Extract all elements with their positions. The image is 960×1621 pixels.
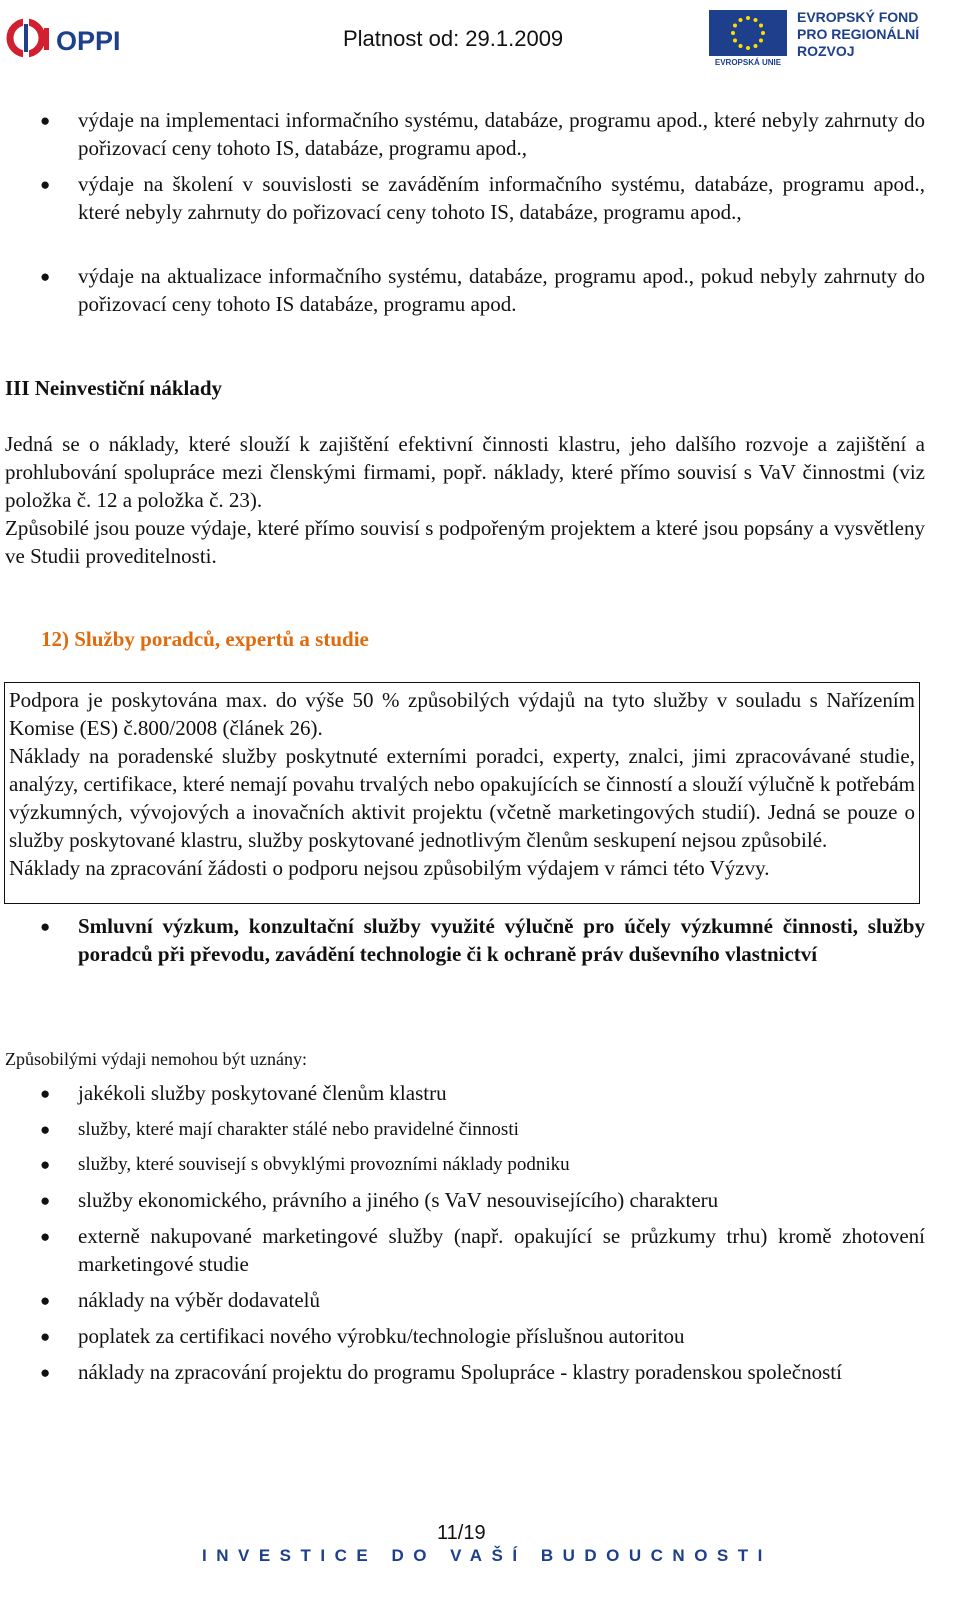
- fund-name: [797, 9, 947, 60]
- bullet-icon: ●: [40, 111, 51, 130]
- list-item: služby, které souvisejí s obvyklými provozními náklady podniku: [78, 1154, 570, 1175]
- support-box: [4, 682, 920, 904]
- paragraph: Náklady na zpracování žádosti o podporu nejsou způsobilým výdajem v rámci této Výzvy.: [9, 856, 770, 880]
- bullet-icon: ●: [40, 917, 51, 936]
- list-item: služby ekonomického, právního a jiného (s VaV nesouvisejícího) charakteru: [78, 1188, 719, 1212]
- list-item: výdaje na aktualizace informačního systému, databáze, programu apod., pokud nebyly zahrnuty do pořizovací ceny tohoto IS databáze, programu apod.: [78, 264, 925, 316]
- list-item: náklady na výběr dodavatelů: [78, 1288, 320, 1312]
- fund-line-3: ROZVOJ: [797, 43, 855, 59]
- list-item: externě nakupované marketingové služby (např. opakující se průzkumy trhu) kromě zhotovení marketingové studie: [78, 1224, 925, 1276]
- list-item: Smluvní výzkum, konzultační služby využité výlučně pro účely výzkumné činnosti, služby poradců při převodu, zavádění technologie či k ochraně práv duševního vlastnictví: [78, 914, 925, 966]
- eu-flag-icon: [709, 10, 787, 66]
- eu-label: EVROPSKÁ UNIE: [714, 58, 782, 66]
- bullet-icon: ●: [40, 1191, 51, 1210]
- fund-line-2: PRO REGIONÁLNÍ: [797, 26, 920, 42]
- bullet-icon: ●: [40, 1327, 51, 1346]
- bullet-icon: ●: [40, 1363, 51, 1382]
- list-item: jakékoli služby poskytované členům klastru: [78, 1081, 447, 1105]
- paragraph: Způsobilé jsou pouze výdaje, které přímo souvisí s podpořeným projektem a které jsou popsány a vysvětleny ve Studii proveditelnosti.: [5, 516, 925, 568]
- oppi-logo: [6, 14, 146, 66]
- list-item: výdaje na školení v souvislosti se zaváděním informačního systému, databáze, programu apod., které nebyly zahrnuty do pořizovací ceny tohoto IS, databáze, programu apod.,: [78, 172, 925, 224]
- list-title: Způsobilými výdaji nemohou být uznány:: [5, 1049, 307, 1069]
- validity-date: Platnost od: 29.1.2009: [343, 26, 564, 51]
- paragraph: Podpora je poskytována max. do výše 50 % způsobilých výdajů na tyto služby v souladu s Nařízením Komise (ES) č.800/2008 (článek 26).: [9, 688, 915, 740]
- bullet-icon: ●: [40, 1155, 51, 1174]
- bullet-icon: ●: [40, 1120, 51, 1139]
- fund-line-1: EVROPSKÝ FOND: [797, 9, 919, 25]
- bullet-icon: ●: [40, 1291, 51, 1310]
- bullet-icon: ●: [40, 1084, 51, 1103]
- paragraph: Jedná se o náklady, které slouží k zajištění efektivní činnosti klastru, jeho dalšího rozvoje a zajištění a prohlubování spolupráce mezi členskými firmami, popř. náklady, které přímo souvisí s VaV činnostmi (viz položka č. 12 a položka č. 23).: [5, 432, 925, 512]
- list-item: náklady na zpracování projektu do programu Spolupráce - klastry poradenskou společností: [78, 1360, 842, 1384]
- section-heading: 12) Služby poradců, expertů a studie: [41, 627, 369, 651]
- footer-motto: INVESTICE DO VAŠÍ BUDOUCNOSTI: [202, 1546, 772, 1565]
- page-number: 11/19: [437, 1522, 486, 1544]
- list-item: služby, které mají charakter stálé nebo pravidelné činnosti: [78, 1119, 519, 1140]
- paragraph: Náklady na poradenské služby poskytnuté externími poradci, experty, znalci, jimi zpracovávané studie, analýzy, certifikace, které nemají povahu trvalých nebo opakujících se činností a slouží výlučně k potřebám výzkumných, vývojových a inovačních aktivit projektu (včetně marketingových studií). Jedná se pouze o služby poskytované klastru, služby poskytované jednotlivým členům seskupení nejsou způsobilé.: [9, 744, 915, 852]
- bullet-icon: ●: [40, 1227, 51, 1246]
- list-item: výdaje na implementaci informačního systému, databáze, programu apod., které nebyly zahrnuty do pořizovací ceny tohoto IS, databáze, programu apod.,: [78, 108, 925, 160]
- section-heading: III Neinvestiční náklady: [5, 376, 223, 400]
- oppi-logo-text: OPPI: [56, 26, 121, 56]
- bullet-icon: ●: [40, 267, 51, 286]
- bullet-icon: ●: [40, 175, 51, 194]
- list-item: poplatek za certifikaci nového výrobku/technologie příslušnou autoritou: [78, 1324, 685, 1348]
